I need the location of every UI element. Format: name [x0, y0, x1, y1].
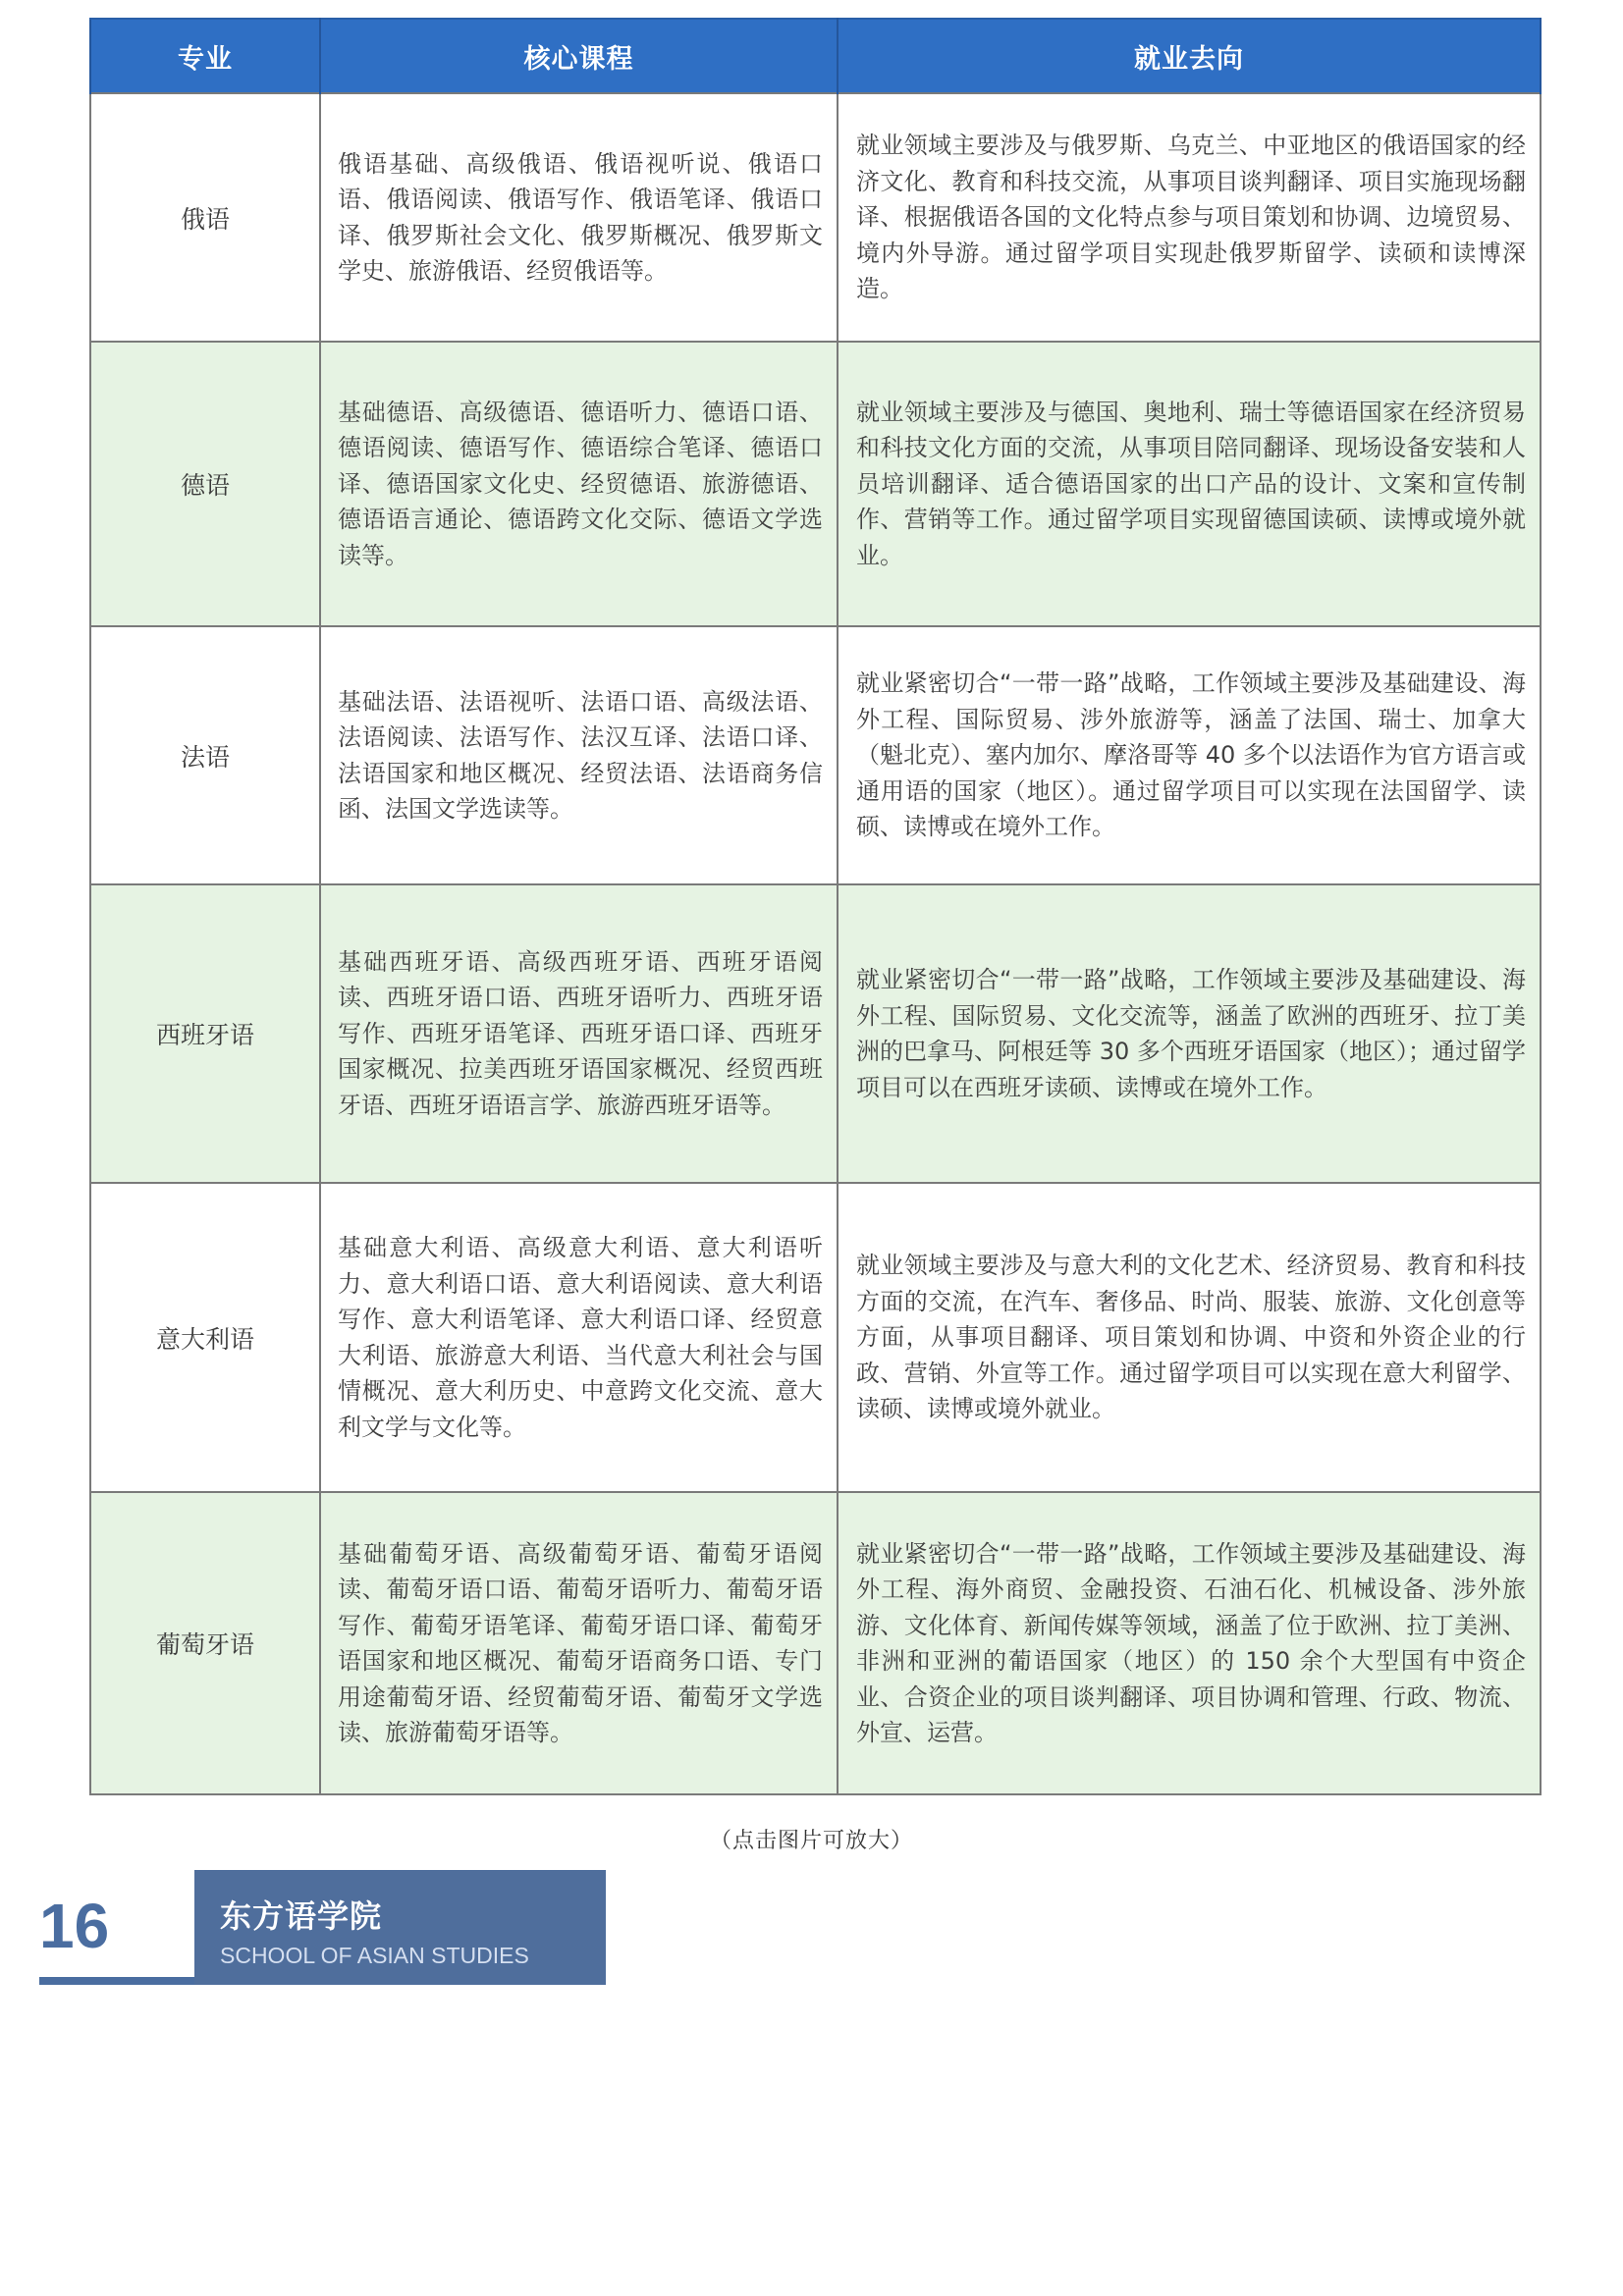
table-row-portuguese [90, 1492, 1541, 1794]
table-header-row [90, 19, 1541, 93]
courses-text: 基础葡萄牙语、高级葡萄牙语、葡萄牙语阅读、葡萄牙语口语、葡萄牙语听力、葡萄牙语写作、葡萄牙语笔译、葡萄牙语口译、葡萄牙语国家和地区概况、葡萄牙语商务口语、专门用途葡萄牙语、经贸葡萄牙语、葡萄牙文学选读、旅游葡萄牙语等。 [338, 1539, 823, 1746]
courses-cell [320, 1183, 838, 1492]
major-name-cell: 意大利语 [90, 1183, 320, 1492]
major-name-cell: 法语 [90, 626, 320, 884]
major-name-cell: 西班牙语 [90, 884, 320, 1183]
majors-table[interactable] [89, 18, 1542, 1795]
school-banner [194, 1870, 606, 1985]
courses-cell [320, 93, 838, 342]
major-name-cell: 葡萄牙语 [90, 1492, 320, 1794]
careers-text: 就业紧密切合“一带一路”战略，工作领域主要涉及基础建设、海外工程、国际贸易、文化交流等，涵盖了欧洲的西班牙、拉丁美洲的巴拿马、阿根廷等 30 多个西班牙语国家（地区）；通过留学项目可以在西班牙读硕、读博或在境外工作。 [856, 966, 1526, 1101]
header-major: 专业 [90, 19, 320, 93]
school-name-english: SCHOOL OF ASIAN STUDIES [220, 1943, 529, 1968]
careers-cell [838, 1492, 1541, 1794]
major-name-cell: 德语 [90, 342, 320, 626]
header-career-paths: 就业去向 [838, 19, 1541, 93]
courses-text: 基础西班牙语、高级西班牙语、西班牙语阅读、西班牙语口语、西班牙语听力、西班牙语写作、西班牙语笔译、西班牙语口译、西班牙国家概况、拉美西班牙语国家概况、经贸西班牙语、西班牙语语言学、旅游西班牙语等。 [338, 947, 823, 1119]
table-row-russian [90, 93, 1541, 342]
table-row-spanish [90, 884, 1541, 1183]
careers-cell [838, 342, 1541, 626]
careers-cell [838, 93, 1541, 342]
courses-text: 俄语基础、高级俄语、俄语视听说、俄语口语、俄语阅读、俄语写作、俄语笔译、俄语口译、俄罗斯社会文化、俄罗斯概况、俄罗斯文学史、旅游俄语、经贸俄语等。 [338, 149, 823, 285]
school-name-chinese: 东方语学院 [220, 1897, 383, 1935]
page-number-underline [39, 1977, 196, 1985]
header-core-courses: 核心课程 [320, 19, 838, 93]
major-name-cell: 俄语 [90, 93, 320, 342]
page-number: 16 [39, 1891, 110, 1961]
careers-text: 就业领域主要涉及与德国、奥地利、瑞士等德语国家在经济贸易和科技文化方面的交流，从事项目陪同翻译、现场设备安装和人员培训翻译、适合德语国家的出口产品的设计、文案和宣传制作、营销等工作。通过留学项目实现留德国读硕、读博或境外就业。 [856, 398, 1526, 569]
courses-cell [320, 884, 838, 1183]
table-row-italian [90, 1183, 1541, 1492]
careers-cell [838, 884, 1541, 1183]
majors-table-container [89, 18, 1540, 1795]
courses-cell [320, 626, 838, 884]
courses-cell [320, 1492, 838, 1794]
courses-text: 基础意大利语、高级意大利语、意大利语听力、意大利语口语、意大利语阅读、意大利语写作、意大利语笔译、意大利语口译、经贸意大利语、旅游意大利语、当代意大利社会与国情概况、意大利历史、中意跨文化交流、意大利文学与文化等。 [338, 1234, 823, 1441]
careers-cell [838, 1183, 1541, 1492]
careers-text: 就业紧密切合“一带一路”战略，工作领域主要涉及基础建设、海外工程、国际贸易、涉外旅游等，涵盖了法国、瑞士、加拿大（魁北克）、塞内加尔、摩洛哥等 40 多个以法语作为官方语言或通用语的国家（地区）。通过留学项目可以实现在法国留学、读硕、读博或在境外工作。 [856, 669, 1526, 841]
careers-text: 就业领域主要涉及与意大利的文化艺术、经济贸易、教育和科技方面的交流，在汽车、奢侈品、时尚、服装、旅游、文化创意等方面，从事项目翻译、项目策划和协调、中资和外资企业的行政、营销、外宣等工作。通过留学项目可以实现在意大利留学、读硕、读博或境外就业。 [856, 1252, 1526, 1423]
courses-text: 基础法语、法语视听、法语口语、高级法语、法语阅读、法语写作、法汉互译、法语口译、法语国家和地区概况、经贸法语、法语商务信函、法国文学选读等。 [338, 687, 823, 823]
table-row-french [90, 626, 1541, 884]
image-caption: （点击图片可放大） [709, 1829, 913, 1853]
table-row-german [90, 342, 1541, 626]
careers-cell [838, 626, 1541, 884]
courses-text: 基础德语、高级德语、德语听力、德语口语、德语阅读、德语写作、德语综合笔译、德语口译、德语国家文化史、经贸德语、旅游德语、德语语言通论、德语跨文化交际、德语文学选读等。 [338, 398, 823, 569]
careers-text: 就业紧密切合“一带一路”战略，工作领域主要涉及基础建设、海外工程、海外商贸、金融投资、石油石化、机械设备、涉外旅游、文化体育、新闻传媒等领域，涵盖了位于欧洲、拉丁美洲、非洲和亚洲的葡语国家（地区）的 150 余个大型国有中资企业、合资企业的项目谈判翻译、项目协调和管理、行政、物流、外宣、运营。 [856, 1539, 1526, 1746]
careers-text: 就业领域主要涉及与俄罗斯、乌克兰、中亚地区的俄语国家的经济文化、教育和科技交流，从事项目谈判翻译、项目实施现场翻译、根据俄语各国的文化特点参与项目策划和协调、边境贸易、境内外导游。通过留学项目实现赴俄罗斯留学、读硕和读博深造。 [856, 132, 1526, 303]
courses-cell [320, 342, 838, 626]
